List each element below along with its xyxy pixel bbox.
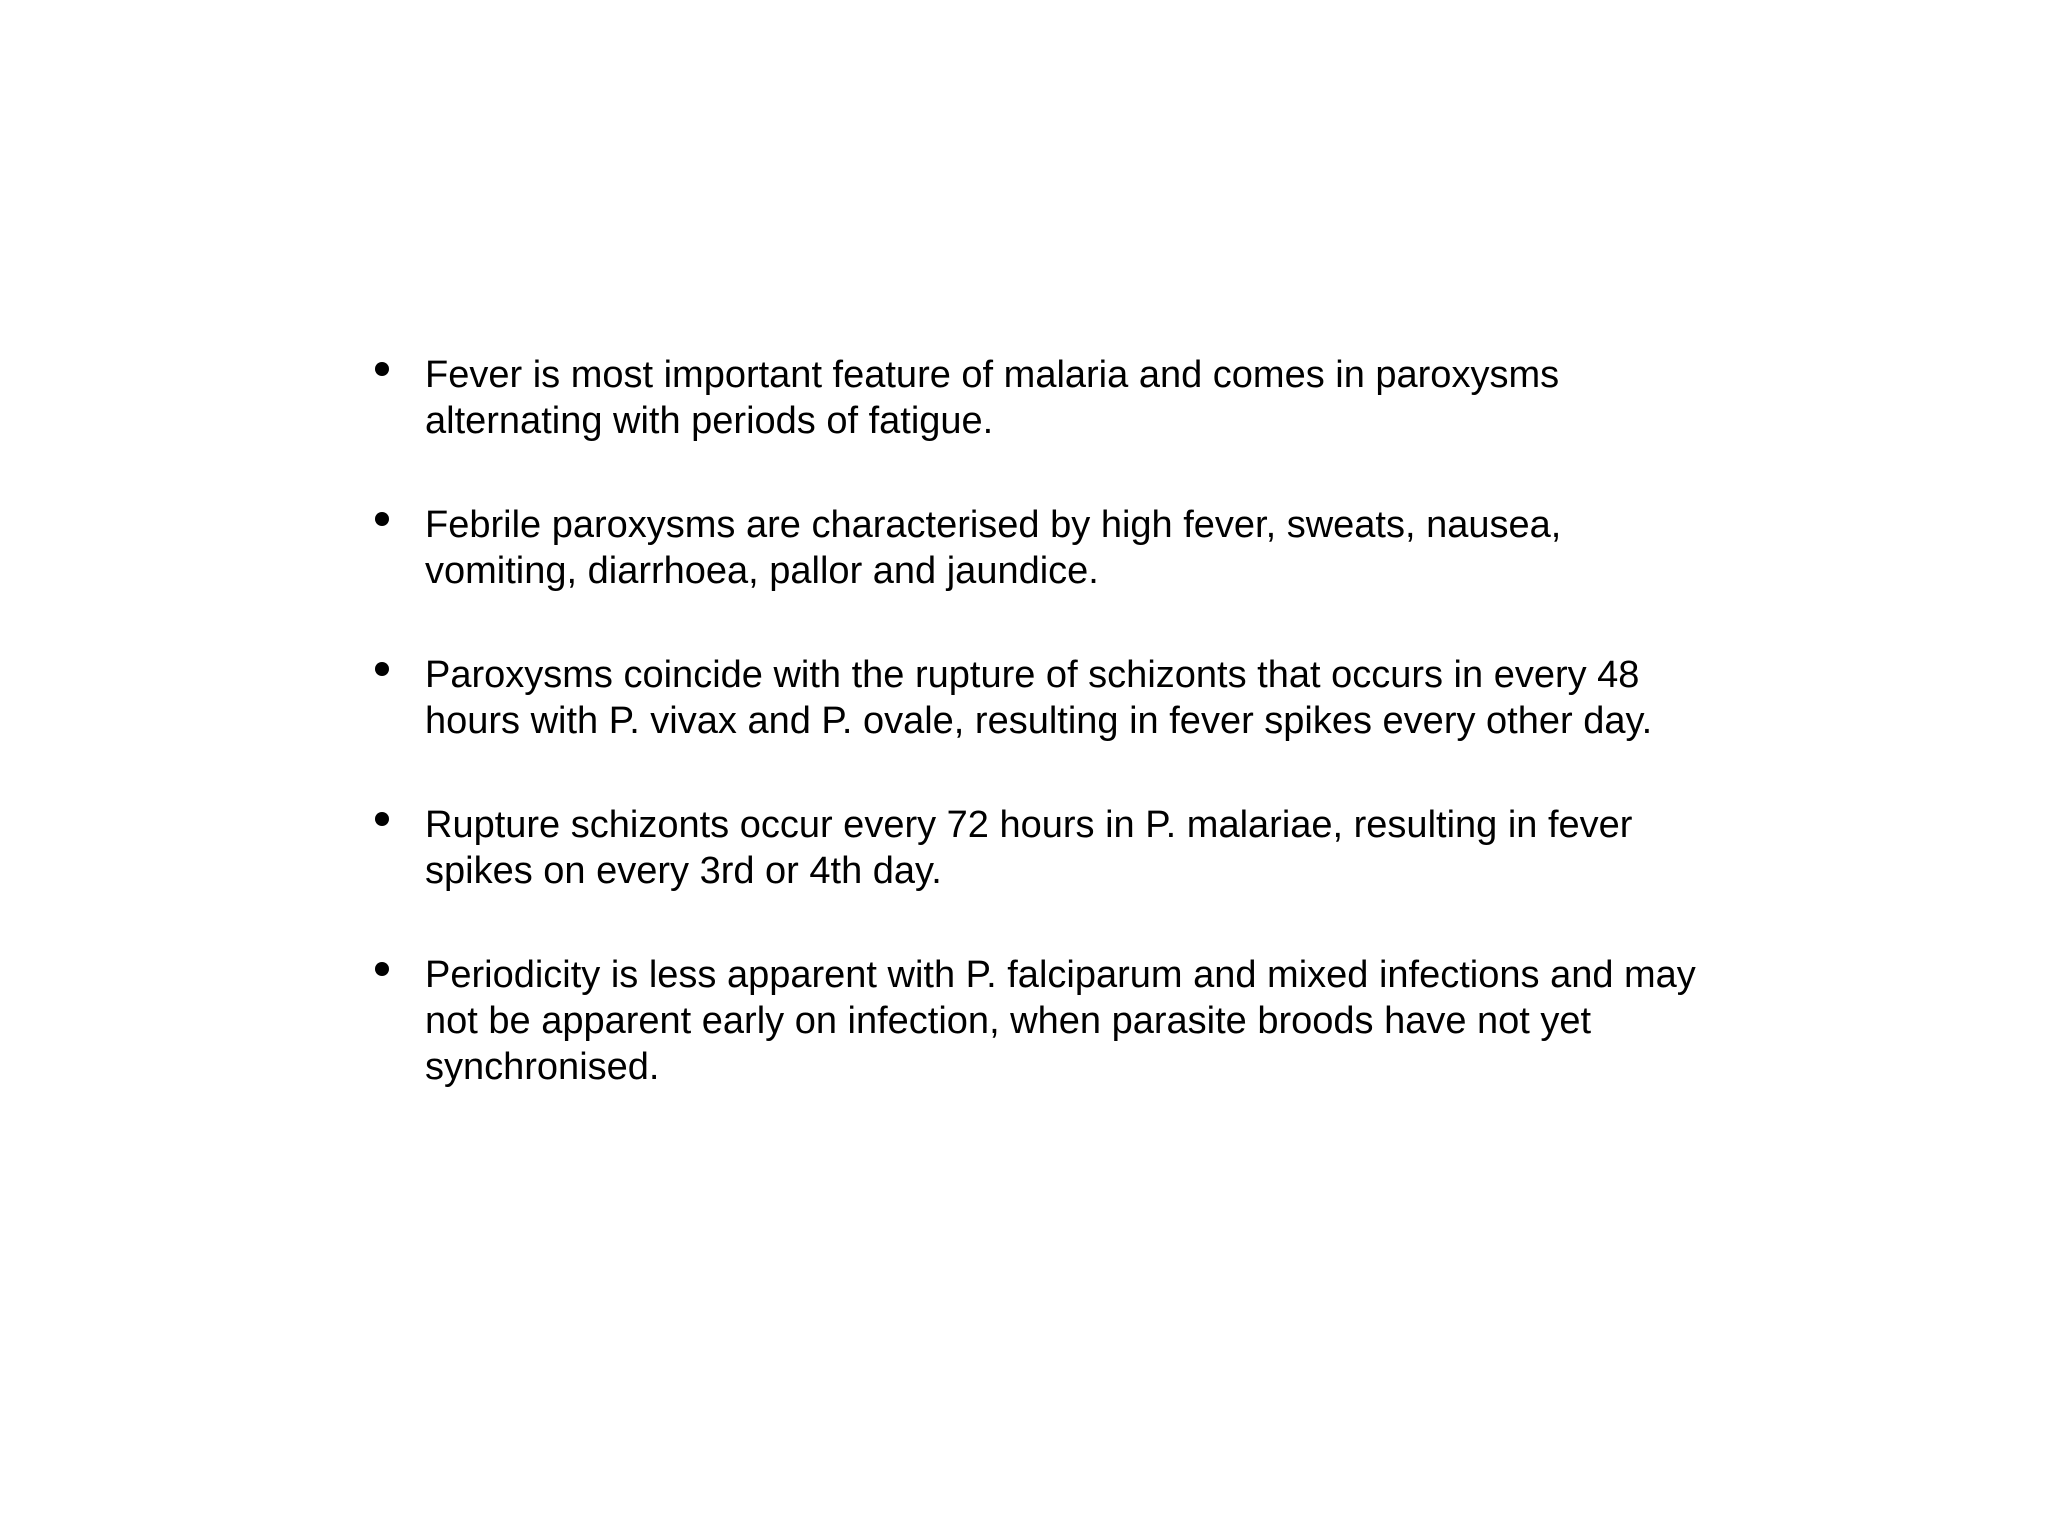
bullet-text: Fever is most important feature of malaria and comes in paroxysms alternating with periods of fatigue. (425, 354, 1560, 442)
bullet-dot-icon (375, 962, 389, 976)
bullet-dot-icon (375, 812, 389, 826)
bullet-item (375, 502, 1715, 594)
bullet-item (375, 952, 1715, 1090)
bullet-text: Rupture schizonts occur every 72 hours in P. malariae, resulting in fever spikes on every 3rd or 4th day. (425, 804, 1633, 892)
bullet-item (375, 802, 1715, 894)
bullet-text: Paroxysms coincide with the rupture of schizonts that occurs in every 48 hours with P. vivax and P. ovale, resulting in fever spikes every other day. (425, 654, 1653, 742)
bullet-dot-icon (375, 512, 389, 526)
bullet-item (375, 352, 1715, 444)
bullet-dot-icon (375, 362, 389, 376)
bullet-list (375, 352, 1715, 1148)
bullet-text: Febrile paroxysms are characterised by high fever, sweats, nausea, vomiting, diarrhoea, pallor and jaundice. (425, 504, 1562, 592)
bullet-dot-icon (375, 662, 389, 676)
bullet-text: Periodicity is less apparent with P. falciparum and mixed infections and may not be apparent early on infection, when parasite broods have not yet synchronised. (425, 954, 1696, 1088)
bullet-item (375, 652, 1715, 744)
